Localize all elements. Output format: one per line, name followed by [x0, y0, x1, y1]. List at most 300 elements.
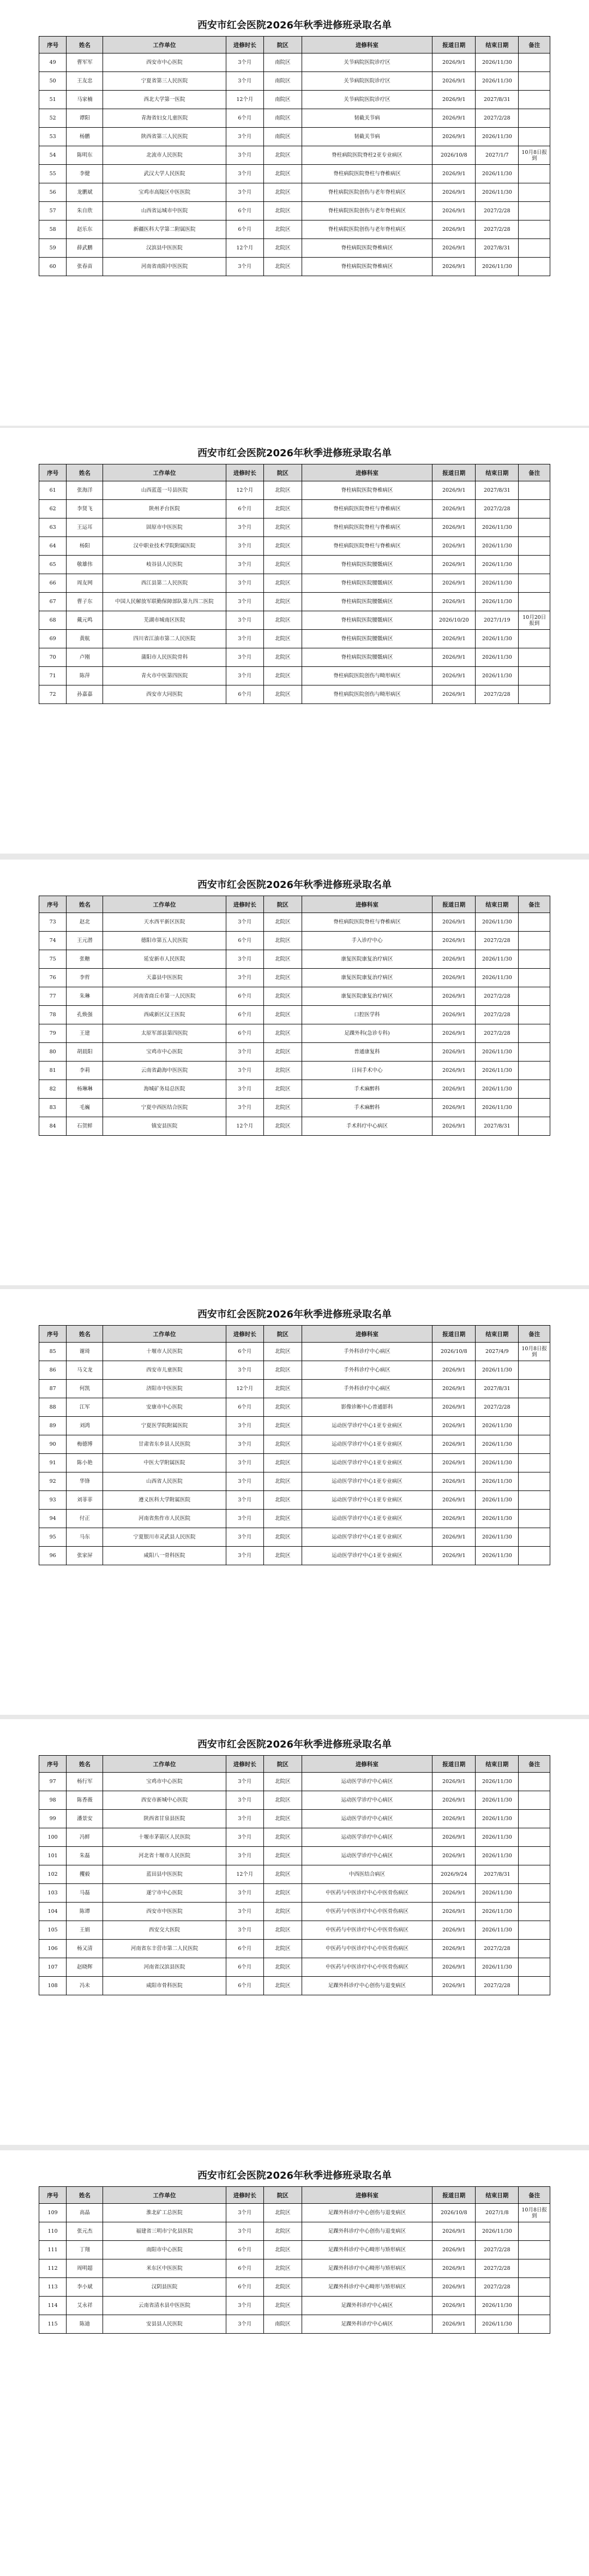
admission-table: [39, 2186, 550, 2334]
cell-end-date: 2026/11/30: [476, 1828, 519, 1847]
cell-department: 手入诊疗中心: [302, 932, 432, 950]
cell-start-date: 2026/9/1: [432, 1510, 476, 1528]
cell-no: 69: [39, 630, 67, 648]
cell-duration: 6个月: [226, 1977, 263, 1995]
cell-name: 李健: [67, 165, 103, 183]
cell-start-date: 2026/9/1: [432, 913, 476, 932]
table-row: [39, 1361, 550, 1380]
cell-remark: [519, 500, 550, 518]
column-header-workplace: 工作单位: [103, 1326, 226, 1343]
cell-remark: [519, 183, 550, 202]
cell-workplace: 十堰市茅箭区人民医院: [103, 1828, 226, 1847]
table-row: [39, 1791, 550, 1810]
cell-start-date: 2026/9/1: [432, 1361, 476, 1380]
cell-campus: 北院区: [264, 667, 302, 685]
cell-duration: 6个月: [226, 109, 263, 128]
cell-department: 韧截关节病: [302, 128, 432, 146]
table-row: [39, 932, 550, 950]
cell-workplace: 遵义医科大学附属医院: [103, 1491, 226, 1510]
cell-department: 脊柱病院医院腰骶病区: [302, 630, 432, 648]
cell-end-date: 2026/11/30: [476, 165, 519, 183]
cell-department: 脊柱病院医院腰骶病区: [302, 611, 432, 630]
cell-campus: 北院区: [264, 1884, 302, 1903]
cell-start-date: 2026/9/1: [432, 1977, 476, 1995]
cell-no: 66: [39, 574, 67, 593]
cell-department: 手术麻醉科: [302, 1099, 432, 1117]
column-header-start-date: 报道日期: [432, 1326, 476, 1343]
cell-workplace: 西江县第二人民医院: [103, 574, 226, 593]
table-row: [39, 128, 550, 146]
cell-campus: 北院区: [264, 1043, 302, 1062]
cell-end-date: 2027/2/28: [476, 1398, 519, 1417]
cell-end-date: 2026/11/30: [476, 1491, 519, 1510]
cell-end-date: 2026/11/30: [476, 2297, 519, 2315]
cell-department: 脊柱病院医院腰骶病区: [302, 648, 432, 667]
cell-duration: 3个月: [226, 1547, 263, 1565]
cell-campus: 北院区: [264, 2259, 302, 2278]
cell-campus: 北院区: [264, 685, 302, 704]
cell-start-date: 2026/9/1: [432, 1117, 476, 1136]
table-row: [39, 1006, 550, 1024]
cell-remark: [519, 2278, 550, 2297]
column-header-name: 姓名: [67, 1326, 103, 1343]
cell-no: 109: [39, 2204, 67, 2222]
cell-remark: [519, 1791, 550, 1810]
cell-name: 李小斌: [67, 2278, 103, 2297]
cell-start-date: 2026/9/1: [432, 109, 476, 128]
cell-remark: [519, 1528, 550, 1547]
cell-end-date: 2027/2/28: [476, 202, 519, 220]
column-header-name: 姓名: [67, 1756, 103, 1773]
page-title: 西安市红会医院2026年秋季进修班录取名单: [197, 20, 392, 31]
column-header-end-date: 结束日期: [476, 2187, 519, 2204]
cell-start-date: 2026/9/1: [432, 1921, 476, 1940]
cell-duration: 3个月: [226, 556, 263, 574]
column-header-remark: 备注: [519, 37, 550, 53]
table-row: [39, 202, 550, 220]
cell-department: 中医药与中医诊疗中心中医骨伤病区: [302, 1940, 432, 1958]
cell-campus: 北院区: [264, 913, 302, 932]
table-row: [39, 1940, 550, 1958]
column-header-department: 进修科室: [302, 896, 432, 913]
cell-campus: 北院区: [264, 1472, 302, 1491]
cell-duration: 6个月: [226, 1343, 263, 1361]
cell-workplace: 安康市中心医院: [103, 1398, 226, 1417]
cell-end-date: 2027/2/28: [476, 2241, 519, 2259]
cell-start-date: 2026/9/1: [432, 1099, 476, 1117]
column-header-remark: 备注: [519, 896, 550, 913]
cell-no: 75: [39, 950, 67, 969]
cell-end-date: 2027/2/28: [476, 1024, 519, 1043]
cell-campus: 北院区: [264, 165, 302, 183]
cell-workplace: 福建省三明市宁化县医院: [103, 2222, 226, 2241]
cell-workplace: 西安市儿童医院: [103, 1361, 226, 1380]
cell-no: 78: [39, 1006, 67, 1024]
cell-remark: [519, 1361, 550, 1380]
cell-workplace: 芜湖市城南区医院: [103, 611, 226, 630]
cell-workplace: 河南省南阳中医医院: [103, 258, 226, 276]
table-row: [39, 1884, 550, 1903]
cell-name: 谭阳: [67, 109, 103, 128]
cell-duration: 3个月: [226, 1528, 263, 1547]
cell-name: 戴元鸣: [67, 611, 103, 630]
column-header-end-date: 结束日期: [476, 37, 519, 53]
cell-start-date: 2026/9/1: [432, 500, 476, 518]
cell-department: 康复医院康复治疗病区: [302, 987, 432, 1006]
cell-workplace: 蓝田县中医医院: [103, 1865, 226, 1884]
table-row: [39, 1773, 550, 1791]
cell-name: 艾永祥: [67, 2297, 103, 2315]
cell-workplace: 西安市中心医院: [103, 53, 226, 72]
cell-no: 55: [39, 165, 67, 183]
cell-department: 足踝外科诊疗中心畸形与矫形病区: [302, 2278, 432, 2297]
cell-workplace: 中国人民解放军联勤保障部队第九四二医院: [103, 593, 226, 611]
cell-end-date: 2026/11/30: [476, 1547, 519, 1565]
cell-duration: 3个月: [226, 2315, 263, 2334]
page-title: 西安市红会医院2026年秋季进修班录取名单: [197, 448, 392, 459]
cell-campus: 北院区: [264, 1099, 302, 1117]
cell-workplace: 河南省焦作市人民医院: [103, 1510, 226, 1528]
cell-name: 高晶: [67, 2204, 103, 2222]
cell-campus: 北院区: [264, 950, 302, 969]
table-header-row: [39, 37, 550, 53]
cell-department: 脊柱病院医院腰骶病区: [302, 593, 432, 611]
cell-department: 运动医学诊疗中心1亚专业病区: [302, 1528, 432, 1547]
cell-no: 107: [39, 1958, 67, 1977]
cell-duration: 3个月: [226, 667, 263, 685]
cell-no: 59: [39, 239, 67, 258]
cell-end-date: 2027/8/31: [476, 91, 519, 109]
page-title: 西安市红会医院2026年秋季进修班录取名单: [197, 1309, 392, 1320]
cell-name: 王友忠: [67, 72, 103, 91]
column-header-start-date: 报道日期: [432, 37, 476, 53]
cell-workplace: 宁夏医学院附属医院: [103, 1417, 226, 1435]
cell-campus: 北院区: [264, 146, 302, 165]
cell-remark: [519, 1099, 550, 1117]
cell-workplace: 咸阳市骨科医院: [103, 1977, 226, 1995]
cell-department: 运动医学诊疗中心病区: [302, 1810, 432, 1828]
cell-start-date: 2026/9/1: [432, 2259, 476, 2278]
cell-department: 运动医学诊疗中心1亚专业病区: [302, 1417, 432, 1435]
cell-no: 50: [39, 72, 67, 91]
cell-remark: [519, 1398, 550, 1417]
cell-campus: 南院区: [264, 2315, 302, 2334]
cell-end-date: 2027/8/31: [476, 1117, 519, 1136]
cell-no: 89: [39, 1417, 67, 1435]
cell-department: 运动医学诊疗中心病区: [302, 1791, 432, 1810]
cell-no: 88: [39, 1398, 67, 1417]
cell-remark: [519, 165, 550, 183]
cell-name: 陈明东: [67, 146, 103, 165]
document-page: [0, 2150, 589, 2576]
cell-remark: [519, 2259, 550, 2278]
cell-remark: [519, 950, 550, 969]
cell-no: 98: [39, 1791, 67, 1810]
cell-start-date: 2026/9/1: [432, 1043, 476, 1062]
cell-remark: [519, 1865, 550, 1884]
cell-campus: 北院区: [264, 1417, 302, 1435]
column-header-workplace: 工作单位: [103, 37, 226, 53]
cell-workplace: 宁夏省第三人民医院: [103, 72, 226, 91]
cell-no: 86: [39, 1361, 67, 1380]
cell-workplace: 西安交大医院: [103, 1921, 226, 1940]
cell-name: 李哲: [67, 969, 103, 987]
cell-duration: 3个月: [226, 1417, 263, 1435]
table-header-row: [39, 464, 550, 481]
cell-name: 何凯: [67, 1380, 103, 1398]
cell-remark: [519, 2297, 550, 2315]
table-header-row: [39, 1756, 550, 1773]
cell-department: 足踝外科诊疗中心畸形与矫形病区: [302, 2241, 432, 2259]
cell-campus: 北院区: [264, 1903, 302, 1921]
cell-duration: 3个月: [226, 1828, 263, 1847]
table-row: [39, 1398, 550, 1417]
table-row: [39, 146, 550, 165]
column-header-end-date: 结束日期: [476, 896, 519, 913]
cell-no: 84: [39, 1117, 67, 1136]
cell-start-date: 2026/9/1: [432, 2241, 476, 2259]
cell-department: 足踝外科诊疗中心创伤与退变病区: [302, 2222, 432, 2241]
cell-campus: 北院区: [264, 1117, 302, 1136]
table-row: [39, 2222, 550, 2241]
cell-department: 足踝外科诊疗中心畸形与矫形病区: [302, 2259, 432, 2278]
cell-name: 杨琳琳: [67, 1080, 103, 1099]
cell-duration: 6个月: [226, 987, 263, 1006]
cell-remark: [519, 1491, 550, 1510]
cell-campus: 北院区: [264, 2278, 302, 2297]
cell-name: 潘景安: [67, 1810, 103, 1828]
cell-remark: [519, 128, 550, 146]
cell-duration: 3个月: [226, 518, 263, 537]
column-header-duration: 进修时长: [226, 1326, 263, 1343]
cell-department: 运动医学诊疗中心病区: [302, 1847, 432, 1865]
cell-name: 卢刚: [67, 648, 103, 667]
cell-remark: [519, 1417, 550, 1435]
cell-name: 梅德博: [67, 1435, 103, 1454]
cell-department: 运动医学诊疗中心1亚专业病区: [302, 1510, 432, 1528]
table-row: [39, 1510, 550, 1528]
cell-department: 足踝外科诊疗中心创伤与退变病区: [302, 1977, 432, 1995]
cell-workplace: 德阳市第五人民医院: [103, 932, 226, 950]
cell-no: 81: [39, 1062, 67, 1080]
cell-campus: 北院区: [264, 1958, 302, 1977]
cell-remark: [519, 202, 550, 220]
cell-workplace: 太原军部县第四医院: [103, 1024, 226, 1043]
cell-department: 运动医学诊疗中心1亚专业病区: [302, 1435, 432, 1454]
column-header-no: 序号: [39, 896, 67, 913]
cell-no: 70: [39, 648, 67, 667]
cell-campus: 北院区: [264, 969, 302, 987]
cell-remark: [519, 1773, 550, 1791]
cell-start-date: 2026/9/1: [432, 1380, 476, 1398]
cell-end-date: 2026/11/30: [476, 950, 519, 969]
cell-duration: 3个月: [226, 1472, 263, 1491]
cell-campus: 北院区: [264, 1810, 302, 1828]
cell-no: 72: [39, 685, 67, 704]
cell-start-date: 2026/9/1: [432, 1024, 476, 1043]
cell-no: 71: [39, 667, 67, 685]
cell-start-date: 2026/9/1: [432, 1773, 476, 1791]
cell-duration: 3个月: [226, 183, 263, 202]
cell-no: 97: [39, 1773, 67, 1791]
column-header-no: 序号: [39, 1756, 67, 1773]
cell-end-date: 2026/11/30: [476, 1454, 519, 1472]
cell-no: 103: [39, 1884, 67, 1903]
cell-campus: 南院区: [264, 128, 302, 146]
cell-duration: 3个月: [226, 648, 263, 667]
cell-no: 99: [39, 1810, 67, 1828]
cell-duration: 3个月: [226, 1043, 263, 1062]
cell-name: 华锋: [67, 1472, 103, 1491]
cell-duration: 6个月: [226, 1398, 263, 1417]
table-row: [39, 1454, 550, 1472]
cell-end-date: 2026/11/30: [476, 2222, 519, 2241]
cell-start-date: 2026/9/1: [432, 1417, 476, 1435]
cell-no: 64: [39, 537, 67, 556]
table-row: [39, 220, 550, 239]
cell-remark: [519, 1958, 550, 1977]
cell-name: 孙嘉嘉: [67, 685, 103, 704]
column-header-workplace: 工作单位: [103, 2187, 226, 2204]
cell-campus: 北院区: [264, 1773, 302, 1791]
cell-start-date: 2026/9/1: [432, 1791, 476, 1810]
cell-duration: 3个月: [226, 128, 263, 146]
cell-start-date: 2026/9/1: [432, 1528, 476, 1547]
cell-duration: 12个月: [226, 239, 263, 258]
cell-no: 90: [39, 1435, 67, 1454]
cell-name: 龙鹏斌: [67, 183, 103, 202]
cell-name: 陈萍: [67, 667, 103, 685]
cell-duration: 6个月: [226, 932, 263, 950]
cell-workplace: 河南省汉滨县医院: [103, 1958, 226, 1977]
cell-name: 陈小艳: [67, 1454, 103, 1472]
cell-end-date: 2027/2/28: [476, 2278, 519, 2297]
column-header-no: 序号: [39, 2187, 67, 2204]
column-header-remark: 备注: [519, 2187, 550, 2204]
cell-end-date: 2026/11/30: [476, 648, 519, 667]
cell-no: 67: [39, 593, 67, 611]
cell-department: 运动医学诊疗中心病区: [302, 1773, 432, 1791]
cell-remark: [519, 1043, 550, 1062]
cell-end-date: 2027/8/31: [476, 1380, 519, 1398]
column-header-no: 序号: [39, 1326, 67, 1343]
table-header-row: [39, 1326, 550, 1343]
cell-duration: 12个月: [226, 91, 263, 109]
cell-remark: [519, 1062, 550, 1080]
cell-end-date: 2027/1/7: [476, 146, 519, 165]
cell-start-date: 2026/9/1: [432, 91, 476, 109]
column-header-duration: 进修时长: [226, 464, 263, 481]
cell-start-date: 2026/9/1: [432, 2315, 476, 2334]
cell-workplace: 天嘉县中医医院: [103, 969, 226, 987]
cell-duration: 3个月: [226, 1099, 263, 1117]
cell-workplace: 安县县人民医院: [103, 2315, 226, 2334]
cell-name: 张春苗: [67, 258, 103, 276]
column-header-department: 进修科室: [302, 37, 432, 53]
cell-start-date: 2026/9/1: [432, 1810, 476, 1828]
cell-duration: 6个月: [226, 202, 263, 220]
cell-no: 51: [39, 91, 67, 109]
cell-no: 95: [39, 1528, 67, 1547]
table-row: [39, 1417, 550, 1435]
cell-start-date: 2026/9/1: [432, 1903, 476, 1921]
cell-workplace: 西咸新区汉王医院: [103, 1006, 226, 1024]
column-header-workplace: 工作单位: [103, 464, 226, 481]
cell-name: 陈谭: [67, 1903, 103, 1921]
cell-department: 口腔医学科: [302, 1006, 432, 1024]
cell-name: 朱琳: [67, 987, 103, 1006]
cell-workplace: 新疆医科大学第二附属医院: [103, 220, 226, 239]
cell-remark: [519, 537, 550, 556]
cell-department: 中医药与中医诊疗中心中医骨伤病区: [302, 1921, 432, 1940]
column-header-duration: 进修时长: [226, 37, 263, 53]
cell-end-date: 2026/11/30: [476, 556, 519, 574]
cell-department: 脊柱病院医院创伤与老年脊柱病区: [302, 183, 432, 202]
cell-no: 83: [39, 1099, 67, 1117]
cell-no: 82: [39, 1080, 67, 1099]
cell-duration: 3个月: [226, 1435, 263, 1454]
table-row: [39, 556, 550, 574]
table-row: [39, 518, 550, 537]
cell-remark: [519, 518, 550, 537]
column-header-duration: 进修时长: [226, 896, 263, 913]
cell-start-date: 2026/9/1: [432, 518, 476, 537]
cell-end-date: 2026/11/30: [476, 1080, 519, 1099]
cell-duration: 3个月: [226, 950, 263, 969]
cell-end-date: 2026/11/30: [476, 1791, 519, 1810]
cell-remark: [519, 72, 550, 91]
cell-start-date: 2026/9/1: [432, 2278, 476, 2297]
cell-end-date: 2026/11/30: [476, 1773, 519, 1791]
table-row: [39, 950, 550, 969]
cell-workplace: 云南省清水县中医医院: [103, 2297, 226, 2315]
cell-no: 108: [39, 1977, 67, 1995]
cell-end-date: 2026/11/30: [476, 1417, 519, 1435]
cell-name: 胡晨阳: [67, 1043, 103, 1062]
cell-start-date: 2026/9/1: [432, 1398, 476, 1417]
table-row: [39, 1117, 550, 1136]
cell-department: 脊柱病院医院脊椎病区: [302, 258, 432, 276]
table-row: [39, 630, 550, 648]
cell-end-date: 2026/11/30: [476, 1043, 519, 1062]
cell-remark: [519, 630, 550, 648]
cell-workplace: 陕西省第三人民医院: [103, 128, 226, 146]
cell-duration: 3个月: [226, 2297, 263, 2315]
cell-end-date: 2027/2/28: [476, 987, 519, 1006]
cell-name: 马东: [67, 1528, 103, 1547]
cell-duration: 3个月: [226, 1510, 263, 1528]
cell-duration: 6个月: [226, 2241, 263, 2259]
cell-end-date: 2027/8/31: [476, 1865, 519, 1884]
cell-campus: 北院区: [264, 183, 302, 202]
cell-name: 谢琦: [67, 1343, 103, 1361]
cell-no: 62: [39, 500, 67, 518]
cell-start-date: 2026/9/1: [432, 1472, 476, 1491]
cell-workplace: 遂宁市中心医院: [103, 1884, 226, 1903]
cell-no: 74: [39, 932, 67, 950]
cell-start-date: 2026/9/1: [432, 72, 476, 91]
cell-campus: 北院区: [264, 1380, 302, 1398]
cell-start-date: 2026/9/1: [432, 593, 476, 611]
cell-workplace: 宁夏中西医结合医院: [103, 1099, 226, 1117]
table-row: [39, 1435, 550, 1454]
cell-remark: [519, 1903, 550, 1921]
cell-name: 丁翔: [67, 2241, 103, 2259]
cell-remark: 10月8日报到: [519, 146, 550, 165]
cell-department: 脊柱病院医院脊椎病区: [302, 239, 432, 258]
cell-duration: 3个月: [226, 146, 263, 165]
cell-start-date: 2026/9/1: [432, 574, 476, 593]
